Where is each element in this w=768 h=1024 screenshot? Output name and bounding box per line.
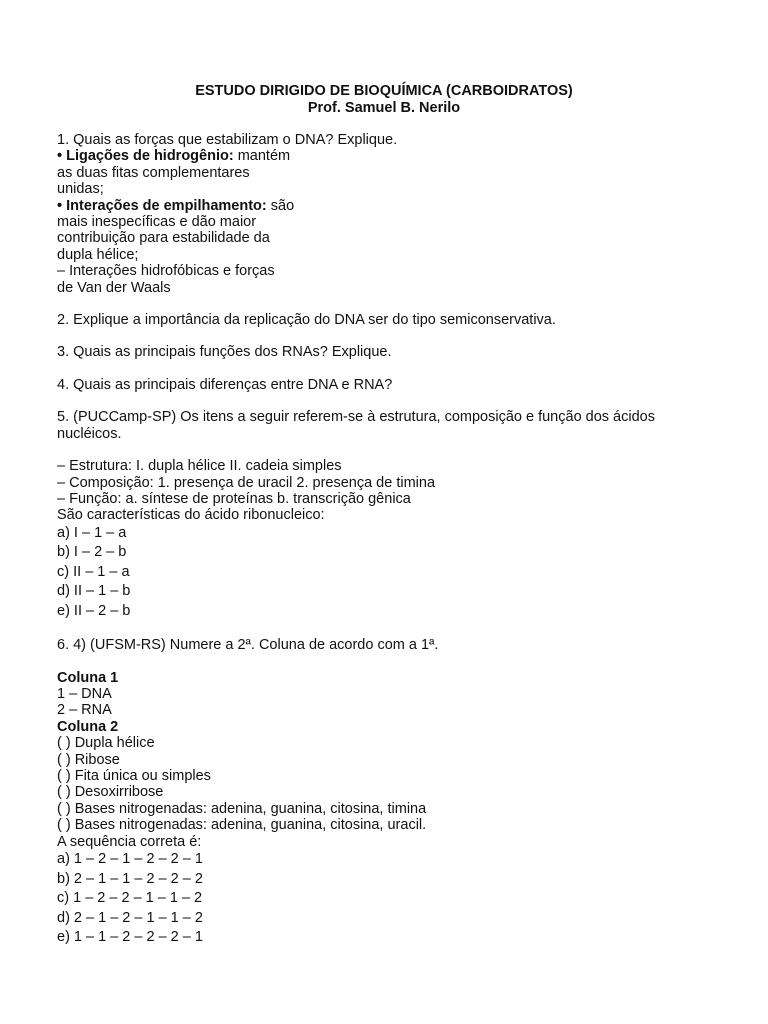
question-6-prompt: A sequência correta é: xyxy=(57,833,202,850)
column-2-item: ( ) Bases nitrogenadas: adenina, guanina, citosina, timina xyxy=(57,800,427,817)
question-5-prompt: São características do ácido ribonucleico: xyxy=(57,507,325,524)
column-2-item: ( ) Fita única ou simples xyxy=(57,768,211,785)
statement-composition: – Composição: 1. presença de uracil 2. presença de timina xyxy=(57,474,436,491)
option-a: a) 1 – 2 – 1 – 2 – 2 – 1 xyxy=(57,851,203,868)
answer-text: mantém xyxy=(233,148,291,165)
answer-stacking xyxy=(57,198,737,214)
question-3: 3. Quais as principais funções dos RNAs? Explique. xyxy=(57,344,392,361)
question-6-text: 6. 4) (UFSM-RS) Numere a 2ª. Coluna de acordo com a 1ª. xyxy=(57,637,439,654)
question-1-text: 1. Quais as forças que estabilizam o DNA? Explique. xyxy=(57,132,398,148)
option-a: a) I – 1 – a xyxy=(57,524,127,541)
option-e: e) 1 – 1 – 2 – 2 – 2 – 1 xyxy=(57,929,203,946)
term-hydrogen-bonds: • Ligações de hidrogênio: xyxy=(57,148,234,165)
option-b: b) I – 2 – b xyxy=(57,544,127,561)
answer-text: são xyxy=(266,197,295,214)
question-5-text-cont: nucléicos. xyxy=(57,425,122,442)
question-4: 4. Quais as principais diferenças entre DNA e RNA? xyxy=(57,376,393,393)
option-d: d) II – 1 – b xyxy=(57,583,131,600)
question-2: 2. Explique a importância da replicação do DNA ser do tipo semiconservativa. xyxy=(57,312,556,329)
option-e: e) II – 2 – b xyxy=(57,602,131,619)
answer-line: as duas fitas complementares xyxy=(57,164,250,181)
option-c: c) II – 1 – a xyxy=(57,563,130,580)
answer-line: – Interações hidrofóbicas e forças xyxy=(57,263,275,280)
answer-line: de Van der Waals xyxy=(57,279,171,296)
column-1-item: 2 – RNA xyxy=(57,702,112,719)
statement-function: – Função: a. síntese de proteínas b. transcrição gênica xyxy=(57,490,411,507)
option-d: d) 2 – 1 – 2 – 1 – 1 – 2 xyxy=(57,909,203,926)
column-2-item: ( ) Dupla hélice xyxy=(57,735,155,752)
question-5-options xyxy=(57,524,737,622)
column-2-item: ( ) Desoxirribose xyxy=(57,784,164,801)
term-stacking: • Interações de empilhamento: xyxy=(57,197,267,214)
answer-line: contribuição para estabilidade da xyxy=(57,230,270,247)
statement-structure: – Estrutura: I. dupla hélice II. cadeia simples xyxy=(57,458,342,475)
question-5-text: 5. (PUCCamp-SP) Os itens a seguir referem-se à estrutura, composição e função dos ácidos xyxy=(57,409,655,426)
document-header xyxy=(0,83,768,117)
column-2-item: ( ) Ribose xyxy=(57,751,120,768)
option-b: b) 2 – 1 – 1 – 2 – 2 – 2 xyxy=(57,870,203,887)
question-6 xyxy=(57,637,737,947)
answer-line: dupla hélice; xyxy=(57,246,139,263)
document-title: ESTUDO DIRIGIDO DE BIOQUÍMICA (CARBOIDRATOS) xyxy=(195,83,573,99)
document-body xyxy=(57,132,737,948)
question-6-options xyxy=(57,850,737,948)
column-2-item: ( ) Bases nitrogenadas: adenina, guanina, citosina, uracil. xyxy=(57,817,427,834)
column-1-title: Coluna 1 xyxy=(57,669,119,686)
answer-hydrogen-bonds xyxy=(57,148,737,164)
option-c: c) 1 – 2 – 2 – 1 – 1 – 2 xyxy=(57,890,203,907)
answer-line: unidas; xyxy=(57,181,104,198)
column-2-title: Coluna 2 xyxy=(57,718,119,735)
question-1 xyxy=(57,132,737,296)
document-author: Prof. Samuel B. Nerilo xyxy=(307,100,461,116)
answer-line: mais inespecíficas e dão maior xyxy=(57,214,257,231)
column-1-item: 1 – DNA xyxy=(57,686,112,703)
question-5 xyxy=(57,409,737,621)
